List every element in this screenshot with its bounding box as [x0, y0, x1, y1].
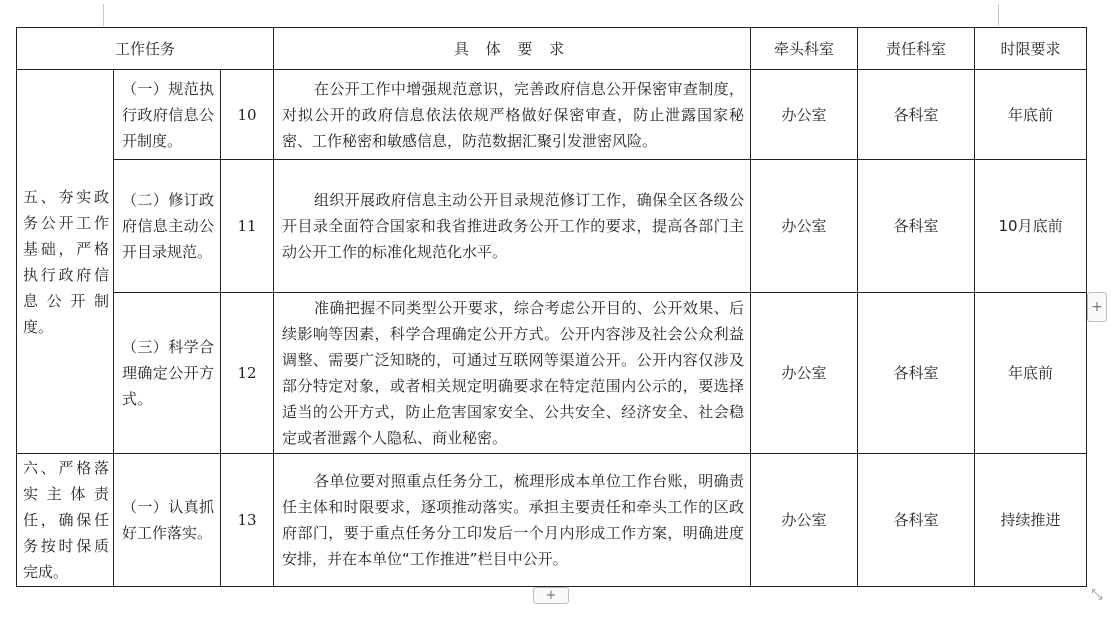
subtask-cell[interactable]: （二）修订政府信息主动公开目录规范。	[114, 160, 221, 293]
table-row	[17, 160, 1087, 293]
subtask-cell[interactable]: （三）科学合理确定公开方式。	[114, 293, 221, 454]
plus-icon: +	[545, 588, 557, 603]
subtask-cell[interactable]: （一）认真抓好工作落实。	[114, 454, 221, 587]
requirement-text: 各单位要对照重点任务分工，梳理形成本单位工作台账，明确责任主体和时限要求，逐项推动落实。承担主要责任和牵头工作的区政府部门，要于重点任务分工印发后一个月内形成工作方案，明确进度安排，并在本单位“工作推进”栏目中公开。	[282, 472, 745, 568]
responsible-office-cell[interactable]: 各科室	[858, 70, 975, 160]
task-number[interactable]: 10	[221, 70, 274, 160]
header-responsible-office[interactable]: 责任科室	[858, 28, 975, 70]
requirement-text: 准确把握不同类型公开要求，综合考虑公开目的、公开效果、后续影响等因素，科学合理确定公开方式。公开内容涉及社会公众利益调整、需要广泛知晓的，可通过互联网等渠道公开。公开内容仅涉及部分特定对象，或者相关规定明确要求在特定范围内公示的，要选择适当的公开方式，防止危害国家安全、公共安全、经济安全、社会稳定或者泄露个人隐私、商业秘密。	[282, 299, 745, 447]
crop-mark-right	[998, 4, 999, 26]
responsible-office-cell[interactable]: 各科室	[858, 293, 975, 454]
header-requirement[interactable]: 具 体 要 求	[274, 28, 751, 70]
responsible-office-cell[interactable]: 各科室	[858, 160, 975, 293]
requirement-text: 在公开工作中增强规范意识，完善政府信息公开保密审查制度，对拟公开的政府信息依法依规严格做好保密审查，防止泄露国家秘密、工作秘密和敏感信息，防范数据汇聚引发泄密风险。	[282, 79, 745, 150]
add-row-button[interactable]	[533, 587, 569, 604]
subtask-cell[interactable]: （一）规范执行政府信息公开制度。	[114, 70, 221, 160]
deadline-cell[interactable]: 年底前	[975, 293, 1087, 454]
lead-office-cell[interactable]: 办公室	[751, 160, 858, 293]
lead-office-cell[interactable]: 办公室	[751, 70, 858, 160]
deadline-cell[interactable]: 10月底前	[975, 160, 1087, 293]
responsible-office-cell[interactable]: 各科室	[858, 454, 975, 587]
task-table	[16, 27, 1087, 587]
table-row	[17, 454, 1087, 587]
plus-icon: +	[1091, 299, 1103, 315]
table-resize-handle[interactable]	[1088, 586, 1106, 604]
header-lead-office[interactable]: 牵头科室	[751, 28, 858, 70]
deadline-cell[interactable]: 年底前	[975, 70, 1087, 160]
requirement-cell[interactable]	[274, 160, 751, 293]
header-deadline[interactable]: 时限要求	[975, 28, 1087, 70]
requirement-cell[interactable]	[274, 293, 751, 454]
requirement-text: 组织开展政府信息主动公开目录规范修订工作，确保全区各级公开目录全面符合国家和我省推进政务公开工作的要求，提高各部门主动公开工作的标准化规范化水平。	[282, 191, 745, 261]
table-row	[17, 293, 1087, 454]
requirement-cell[interactable]	[274, 70, 751, 160]
section-title-6[interactable]: 六、严格落实主体责任，确保任务按时保质完成。	[17, 454, 114, 587]
task-number[interactable]: 11	[221, 160, 274, 293]
crop-mark-left	[103, 4, 104, 26]
lead-office-cell[interactable]: 办公室	[751, 454, 858, 587]
add-column-button[interactable]	[1087, 292, 1107, 322]
resize-icon: ⤡	[1091, 587, 1103, 603]
table-row	[17, 70, 1087, 160]
lead-office-cell[interactable]: 办公室	[751, 293, 858, 454]
requirement-cell[interactable]	[274, 454, 751, 587]
task-number[interactable]: 13	[221, 454, 274, 587]
deadline-cell[interactable]: 持续推进	[975, 454, 1087, 587]
header-task[interactable]: 工作任务	[17, 28, 274, 70]
task-number[interactable]: 12	[221, 293, 274, 454]
section-title-5[interactable]: 五、夯实政务公开工作基础，严格执行政府信息公开制度。	[17, 70, 114, 454]
header-row	[17, 28, 1087, 70]
